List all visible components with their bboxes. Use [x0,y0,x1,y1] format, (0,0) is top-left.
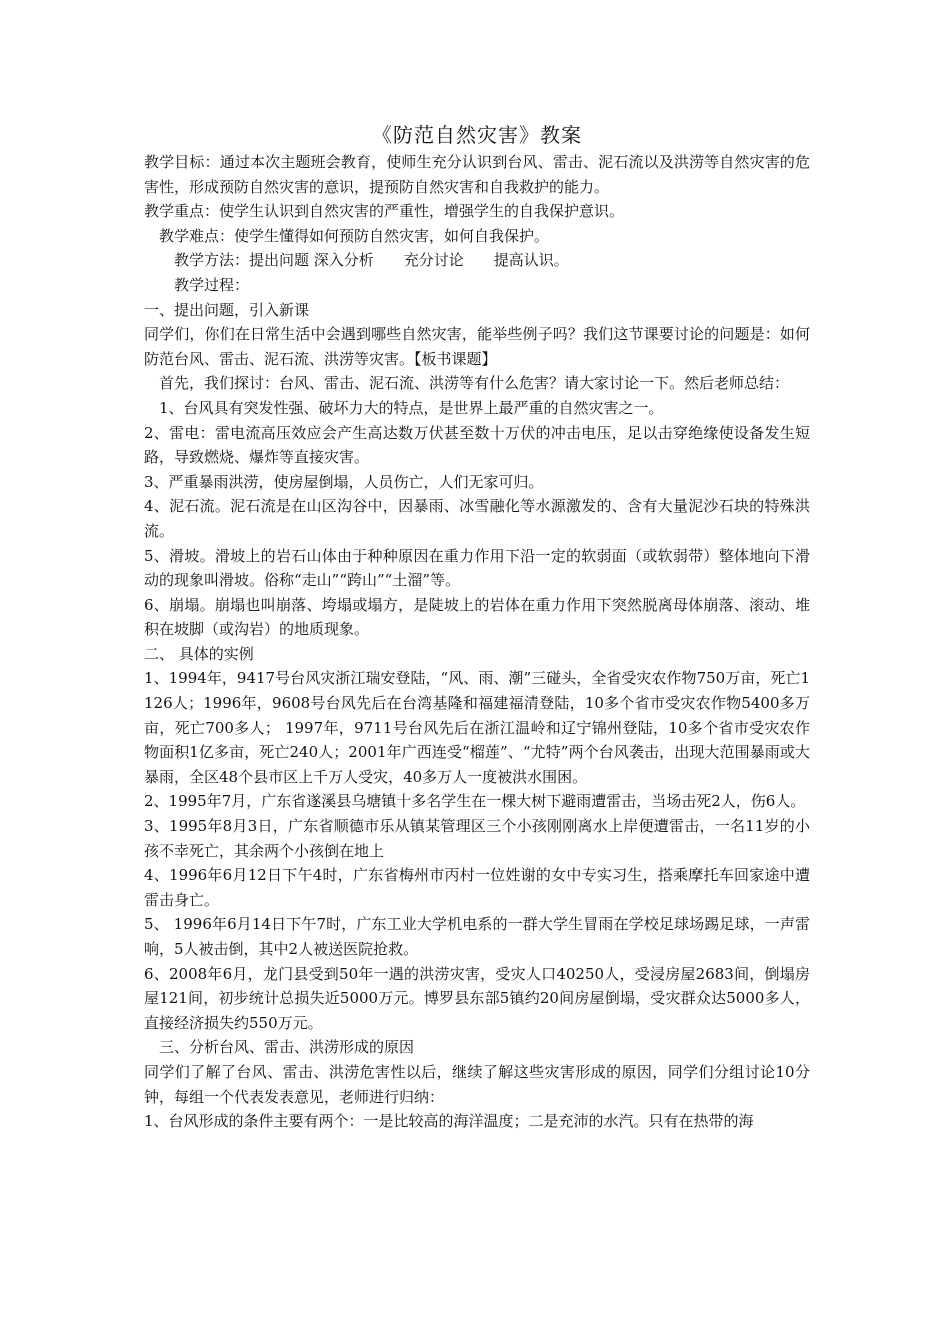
document-body [144,120,810,1134]
teaching-method: 教学方法：提出问题 深入分析 充分讨论 提高认识。 [174,251,569,270]
hazard-item-debris-flow: 4、泥石流。泥石流是在山区沟谷中，因暴雨、冰雪融化等水源激发的、含有大量泥沙石块的特殊洪流。 [144,497,810,540]
section-heading-2: 二、 具体的实例 [144,644,254,663]
hazard-item-landslide: 5、滑坡。滑坡上的岩石山体由于种种原因在重力作用下沿一定的软弱面（或软弱带）整体地向下滑动的现象叫滑坡。俗称“走山”“跨山”“土溜”等。 [144,546,810,590]
hazard-item-collapse: 6、崩塌。崩塌也叫崩落、垮塌或塌方，是陡坡上的岩体在重力作用下突然脱离母体崩落、滚动、堆积在坡脚（或沟岩）的地质现象。 [144,595,810,639]
example-item-1: 1、1994年，9417号台风灾浙江瑞安登陆，“风、雨、潮”三碰头，全省受灾农作物750万亩，死亡1126人；1996年，9608号台风先后在台湾基隆和福建福清登陆，10多个省市受灾农作物5400多万亩，死亡700多人； 1997年，9711号台风先后在浙江温岭和辽宁锦州登陆，10多个省市受灾农作物面积1亿多亩，死亡240人；2001年广西连受“榴莲”、“尤特”两个台风袭击，出现大范围暴雨或大暴雨，全区48个县市区上千万人受灾，40多万人一度被洪水围困。 [144,669,810,786]
hazard-item-typhoon: 1、台风具有突发性强、破坏力大的特点，是世界上最严重的自然灾害之一。 [159,398,664,417]
teaching-focus: 教学重点：使学生认识到自然灾害的严重性，增强学生的自我保护意识。 [144,202,625,221]
section-heading-1: 一、提出问题，引入新课 [144,300,310,319]
document-title: 《防范自然灾害》教案 [372,123,582,147]
cause-item-1: 1、台风形成的条件主要有两个：一是比较高的海洋温度；二是充沛的水汽。只有在热带的海 [144,1112,754,1131]
hazard-item-flood: 3、严重暴雨洪涝，使房屋倒塌，人员伤亡，人们无家可归。 [144,472,544,491]
example-item-4: 4、1996年6月12日下午4时，广东省梅州市丙村一位姓谢的女中专实习生，搭乘摩托车回家途中遭雷击身亡。 [144,866,810,909]
paragraph-causes-intro: 同学们了解了台风、雷击、洪涝危害性以后，继续了解这些灾害形成的原因，同学们分组讨论10分钟，每组一个代表发表意见，老师进行归纳： [144,1062,810,1106]
paragraph-intro-question: 同学们，你们在日常生活中会遇到哪些自然灾害，能举些例子吗？我们这节课要讨论的问题是：如何防范台风、雷击、泥石流、洪涝等灾害。【板书课题】 [144,325,810,368]
teaching-difficulty: 教学难点：使学生懂得如何预防自然灾害，如何自我保护。 [159,226,550,245]
section-heading-3: 三、分析台风、雷击、洪涝形成的原因 [159,1038,415,1057]
example-item-2: 2、1995年7月，广东省遂溪县乌塘镇十多名学生在一棵大树下避雨遭雷击，当场击死2人，伤6人。 [144,792,806,811]
example-item-3: 3、1995年8月3日，广东省顺德市乐从镇某管理区三个小孩刚刚离水上岸便遭雷击，一名11岁的小孩不幸死亡，其余两个小孩倒在地上 [144,817,810,860]
example-item-6: 6、2008年6月，龙门县受到50年一遇的洪涝灾害，受灾人口40250人，受浸房屋2683间，倒塌房屋121间，初步统计总损失近5000万元。博罗县东部5镇约20间房屋倒塌，受灾群众达5000多人，直接经济损失约550万元。 [144,964,810,1032]
hazard-item-lightning: 2、雷电：雷电流高压效应会产生高达数万伏甚至数十万伏的冲击电压，足以击穿绝缘使设备发生短路，导致燃烧、爆炸等直接灾害。 [144,423,810,467]
teaching-process: 教学过程： [174,275,250,294]
teaching-goal: 教学目标：通过本次主题班会教育，使师生充分认识到台风、雷击、泥石流以及洪涝等自然灾害的危害性，形成预防自然灾害的意识，提预防自然灾害和自我救护的能力。 [144,153,810,196]
example-item-5: 5、 1996年6月14日下午7时，广东工业大学机电系的一群大学生冒雨在学校足球场踢足球，一声雷响，5人被击倒，其中2人被送医院抢救。 [144,915,810,958]
paragraph-discussion: 首先，我们探讨：台风、雷击、泥石流、洪涝等有什么危害？请大家讨论一下。然后老师总结： [159,374,790,393]
